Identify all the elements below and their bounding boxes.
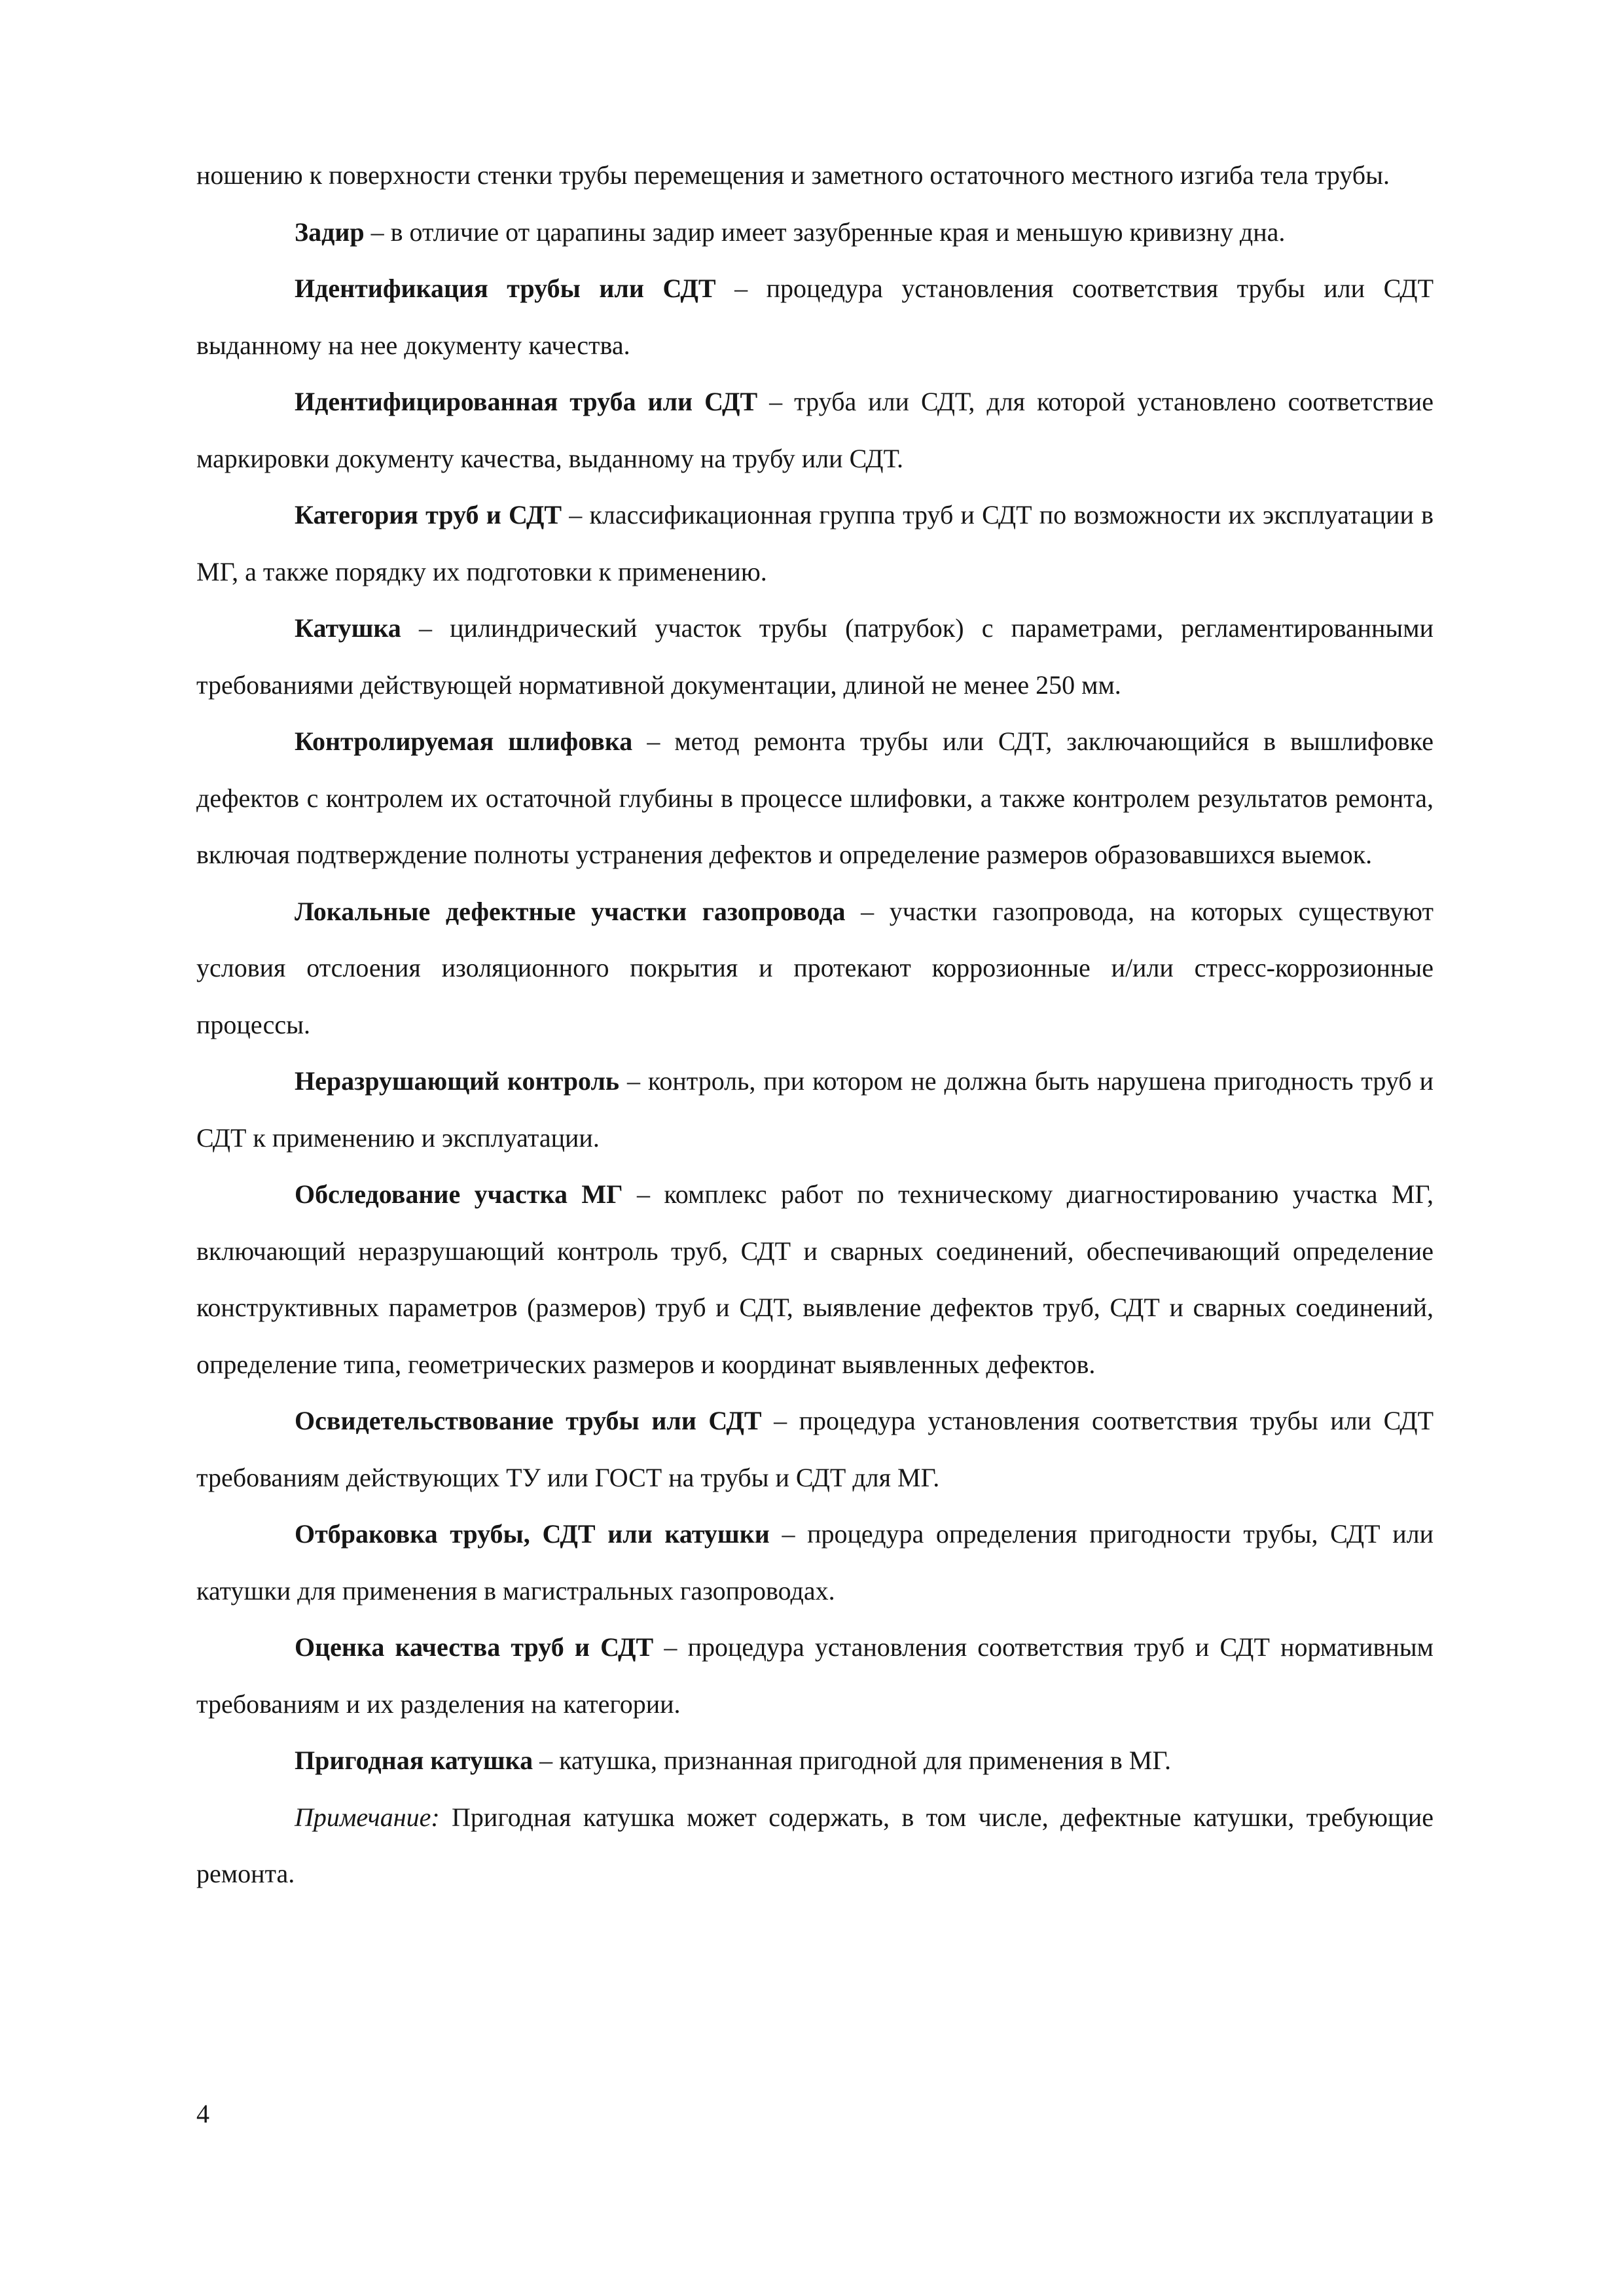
definition-text: – процедура определения пригодности трубы, СДТ или катушки для применения в магистральных газопроводах. [196, 1519, 1434, 1605]
term: Обследование участка МГ [295, 1179, 623, 1209]
definition-lokalnye-uchastki [196, 884, 1434, 1054]
term: Неразрушающий контроль [295, 1066, 620, 1096]
definition-text: – цилиндрический участок трубы (патрубок) с параметрами, регламентированными требованиями действующей нормативной документации, длиной не менее 250 мм. [196, 613, 1434, 700]
paragraph-text: ношению к поверхности стенки трубы перемещения и заметного остаточного местного изгиба тела трубы. [196, 160, 1390, 190]
term: Идентификация трубы или СДТ [295, 274, 716, 303]
definition-text: – классификационная группа труб и СДТ по возможности их эксплуатации в МГ, а также порядку их подготовки к применению. [196, 500, 1434, 586]
note-text: Пригодная катушка может содержать, в том числе, дефектные катушки, требующие ремонта. [196, 1802, 1434, 1888]
definition-text: – процедура установления соответствия труб и СДТ нормативным требованиям и их разделения на категории. [196, 1632, 1434, 1719]
definition-osvidetelstvovanie [196, 1393, 1434, 1506]
definition-text: – в отличие от царапины задир имеет зазубренные края и меньшую кривизну дна. [364, 217, 1286, 247]
definition-prigodnaya-katushka [196, 1732, 1434, 1789]
definition-identifitsirovannaya [196, 374, 1434, 487]
paragraph-continuation [196, 147, 1434, 204]
definition-text: – участки газопровода, на которых существуют условия отслоения изоляционного покрытия и протекают коррозионные и/или стресс-коррозионные процессы. [196, 896, 1434, 1039]
definition-text: – труба или СДТ, для которой установлено соответствие маркировки документу качества, выданному на трубу или СДТ. [196, 387, 1434, 473]
definition-text: – катушка, признанная пригодной для применения в МГ. [533, 1746, 1171, 1775]
definition-text: – процедура установления соответствия трубы или СДТ выданному на нее документу качества. [196, 274, 1434, 360]
definition-obsledovanie [196, 1166, 1434, 1393]
definition-identifikatsiya [196, 260, 1434, 374]
term: Пригодная катушка [295, 1746, 533, 1775]
definition-zadir [196, 204, 1434, 261]
term: Отбраковка трубы, СДТ или катушки [295, 1519, 770, 1549]
term: Задир [295, 217, 365, 247]
definition-katushka [196, 600, 1434, 713]
term: Локальные дефектные участки газопровода [295, 896, 846, 926]
definition-otbrakovka [196, 1506, 1434, 1619]
document-body [196, 147, 1434, 1903]
definition-nerazrushayushchiy-kontrol [196, 1053, 1434, 1166]
term: Катушка [295, 613, 401, 643]
definition-text: – метод ремонта трубы или СДТ, заключающийся в вышлифовке дефектов с контролем их остаточной глубины в процессе шлифовки, а также контролем результатов ремонта, включая подтверждение полноты устранения дефектов и определение размеров образовавшихся выемок. [196, 726, 1434, 869]
definition-shlifovka [196, 713, 1434, 884]
definition-kategoriya [196, 487, 1434, 600]
term: Категория труб и СДТ [295, 500, 562, 529]
note-paragraph [196, 1789, 1434, 1903]
term: Контролируемая шлифовка [295, 726, 633, 756]
definition-text: – процедура установления соответствия трубы или СДТ требованиям действующих ТУ или ГОСТ на трубы и СДТ для МГ. [196, 1406, 1434, 1492]
page-number: 4 [196, 2099, 209, 2128]
definition-text: – комплекс работ по техническому диагностированию участка МГ, включающий неразрушающий контроль труб, СДТ и сварных соединений, обеспечивающий определение конструктивных параметров (размеров) труб и СДТ, выявление дефектов труб, СДТ и сварных соединений, определение типа, геометрических размеров и координат выявленных дефектов. [196, 1179, 1434, 1379]
term: Идентифицированная труба или СДТ [295, 387, 758, 416]
definition-otsenka-kachestva [196, 1619, 1434, 1732]
term: Освидетельствование трубы или СДТ [295, 1406, 762, 1435]
definition-text: – контроль, при котором не должна быть нарушена пригодность труб и СДТ к применению и эксплуатации. [196, 1066, 1434, 1153]
term: Оценка качества труб и СДТ [295, 1632, 654, 1662]
note-label: Примечание: [295, 1802, 440, 1832]
